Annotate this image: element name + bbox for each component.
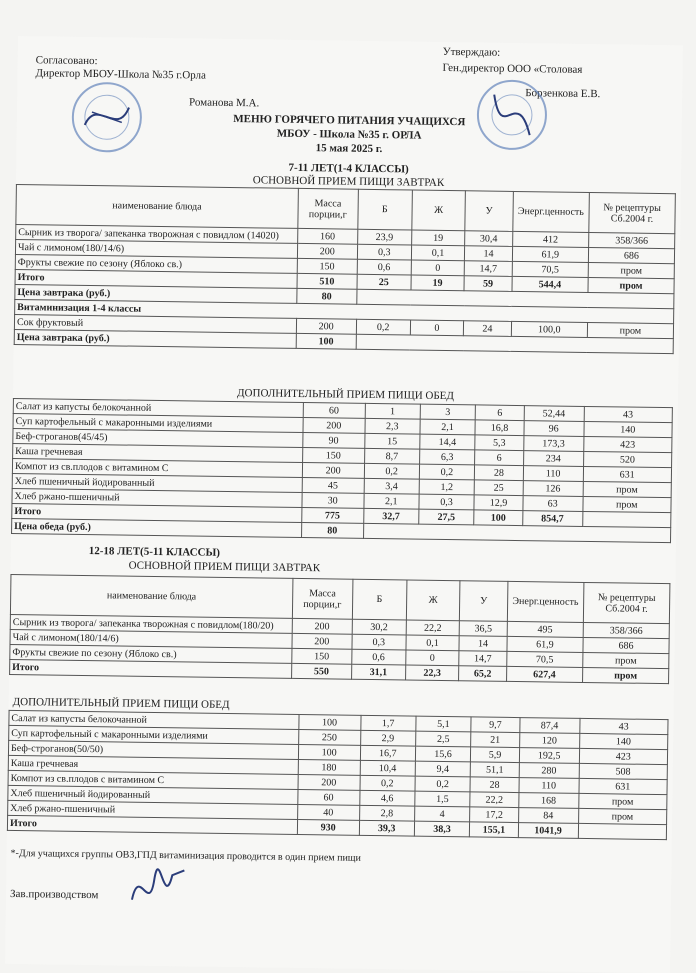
production-label: Зав.производством [9,887,99,902]
dish-protein: 25 [357,274,411,290]
dish-mass: 30 [302,493,364,509]
dish-fat: 0,1 [406,635,460,651]
dish-carbs: 14 [465,246,513,262]
dish-carbs: 100 [474,510,523,526]
dish-mass: 40 [297,804,359,820]
dish-protein: 32,7 [363,508,418,524]
approved-person: Ген.директор ООО «Столовая [442,61,583,76]
dish-fat: 4 [414,806,469,822]
dish-energy: 61,9 [507,636,584,652]
dish-recipe [582,511,671,527]
dish-name: Компот из св.плодов с витамином С [8,770,298,789]
dish-name: Компот из св.плодов с витамином С [12,458,302,477]
dish-mass: 200 [298,774,360,790]
dish-carbs: 5,9 [471,747,520,763]
dish-energy: 126 [523,481,583,497]
dish-carbs: 14 [459,636,507,652]
dish-fat: 9,4 [415,761,470,777]
dish-recipe: пром [578,808,667,824]
dish-fat: 19 [411,275,465,291]
dish-name: Хлеб пшеничный йодированный [8,785,298,804]
dish-name: Чай с лимоном(180/14/6) [10,629,292,648]
dish-carbs: 21 [471,732,520,748]
dish-energy: 70,5 [506,651,583,667]
col-name: наименование блюда [10,574,292,618]
dish-energy: 627,4 [506,666,583,682]
dish-energy: 854,7 [523,511,583,527]
dish-energy: 412 [512,231,589,247]
dish-recipe: 686 [588,247,674,263]
col-energy: Энерг.ценность [512,191,589,232]
dish-name: Беф-строганов(50/50) [8,740,298,759]
dish-fat: 1,2 [419,479,474,495]
dish-recipe: 43 [584,406,673,422]
dish-mass: 200 [292,633,352,649]
dish-energy: 100,0 [511,321,588,337]
col-b: Б [352,579,406,620]
dish-mass: 150 [297,258,357,274]
dish-recipe: пром [588,277,674,293]
dish-carbs: 28 [475,465,524,481]
dish-energy: 87,4 [520,718,580,734]
dish-protein: 0,6 [357,259,411,275]
price-empty [363,523,671,542]
col-zh: Ж [406,580,460,621]
dish-protein: 0,3 [357,244,411,260]
dish-mass: 150 [302,448,364,464]
group2-lunch-table [7,710,669,840]
agreed-person: Директор МБОУ-Школа №35 г.Орла [35,67,207,82]
dish-protein: 0,2 [360,775,415,791]
dish-name: Фрукты свежие по сезону (Яблоко св.) [15,254,297,273]
dish-mass: 200 [292,618,352,634]
dish-mass: 150 [291,648,351,664]
dish-name: Салат из капусты белокочанной [13,398,303,417]
dish-protein: 23,9 [357,229,411,245]
dish-protein: 2,1 [364,493,419,509]
dish-carbs: 16,8 [475,420,524,436]
dish-carbs: 12,9 [474,495,523,511]
dish-carbs: 14,7 [459,651,507,667]
dish-mass: 250 [298,729,360,745]
group2-breakfast-title: ОСНОВНОЙ ПРИЕМ ПИЩИ ЗАВТРАК [128,559,321,575]
dish-protein: 15 [364,433,419,449]
col-name: наименование блюда [16,184,298,228]
dish-carbs: 9,7 [471,717,520,733]
dish-energy: 168 [519,793,579,809]
dish-protein: 3,4 [364,478,419,494]
dish-fat: 2,1 [420,419,475,435]
dish-recipe: 423 [583,436,672,452]
dish-mass: 160 [297,228,357,244]
dish-fat: 14,4 [420,434,475,450]
dish-fat: 2,5 [415,731,470,747]
dish-fat: 0 [411,260,465,276]
dish-protein: 39,3 [359,820,414,836]
dish-mass: 930 [297,819,359,835]
dish-protein: 0,6 [352,649,406,665]
dish-fat: 0 [405,650,459,666]
dish-carbs: 17,2 [470,807,519,823]
menu-title: МЕНЮ ГОРЯЧЕГО ПИТАНИЯ УЧАЩИХСЯ [233,113,466,129]
dish-mass: 60 [303,403,365,419]
group1-lunch-table [11,398,673,543]
dish-protein: 31,1 [351,664,405,680]
dish-name: Хлеб ржано-пшеничный [12,488,302,507]
dish-energy: 52,44 [524,406,584,422]
col-recipe: № рецептуры Сб.2004 г. [583,582,670,623]
dish-mass: 100 [298,744,360,760]
dish-recipe: 140 [579,733,668,749]
dish-carbs: 65,2 [459,666,507,682]
dish-protein: 0,3 [352,634,406,650]
dish-name: Итого [7,815,297,834]
dish-fat: 0 [410,320,464,336]
dish-name: Хлеб ржано-пшеничный [8,800,298,819]
dish-fat: 22,2 [406,620,460,636]
dish-recipe: 43 [579,718,668,734]
dish-energy: 61,9 [512,246,589,262]
vitamin-title: Витаминизация 1-4 классы [15,299,674,323]
footnote: *-Для учащихся группы ОВЗ,ГПД витаминизация проводится в один прием пищи [10,847,361,864]
dish-carbs: 6 [475,450,524,466]
dish-recipe: 631 [583,466,672,482]
dish-carbs: 14,7 [465,261,513,277]
dish-carbs: 5,3 [475,435,524,451]
dish-protein: 10,4 [360,760,415,776]
dish-protein: 4,6 [359,790,414,806]
dish-fat: 0,2 [419,464,474,480]
dish-protein: 0,2 [356,319,410,335]
dish-carbs: 22,2 [470,792,519,808]
dish-mass: 200 [303,418,365,434]
dish-mass: 45 [302,478,364,494]
col-zh: Ж [411,190,465,231]
dish-protein: 2,3 [365,418,420,434]
dish-recipe [578,823,667,839]
dish-mass: 200 [296,318,356,334]
price-empty [356,334,673,353]
dish-name: Каша гречневая [13,443,303,462]
approved-block [442,44,582,78]
dish-carbs: 25 [474,480,523,496]
dish-protein: 8,7 [364,448,419,464]
group2-breakfast-table [9,574,670,684]
dish-mass: 775 [301,508,363,524]
price-value: 100 [296,333,356,349]
signature-icon [124,860,195,921]
dish-energy: 110 [523,466,583,482]
dish-recipe: 358/366 [583,622,669,638]
dish-protein: 1,7 [360,715,415,731]
dish-mass: 550 [291,663,351,679]
price-value: 80 [301,523,363,539]
dish-carbs: 59 [464,276,512,292]
dish-recipe: 508 [579,763,668,779]
dish-fat: 5,1 [416,716,471,732]
dish-recipe: 423 [579,748,668,764]
price-value: 80 [296,288,356,304]
dish-carbs: 30,4 [465,231,513,247]
col-energy: Энерг.ценность [507,581,584,622]
dish-fat: 15,6 [415,746,470,762]
dish-mass: 200 [302,463,364,479]
dish-recipe: пром [583,481,672,497]
agreed-name: Романова М.А. [189,96,260,110]
dish-energy: 120 [519,733,579,749]
group1-title: 7-11 ЛЕТ(1-4 КЛАССЫ) [288,161,409,176]
col-u: У [465,191,513,232]
dish-carbs: 28 [470,777,519,793]
dish-energy: 173,3 [524,436,584,452]
dish-fat: 0,1 [411,245,465,261]
col-mass: Масса порции,г [292,578,353,619]
dish-fat: 19 [411,230,465,246]
dish-recipe: 140 [583,421,672,437]
group1-breakfast-table [14,184,676,354]
group2-lunch-title: ДОПОЛНИТЕЛЬНЫЙ ПРИЕМ ПИЩИ ОБЕД [12,695,230,712]
dish-mass: 60 [297,789,359,805]
dish-name: Хлеб пшеничный йодированный [12,473,302,492]
dish-name: Чай с лимоном(180/14/6) [15,239,297,258]
dish-mass: 100 [299,714,361,730]
dish-protein: 2,8 [359,805,414,821]
menu-date: 15 мая 2025 г. [315,142,383,156]
dish-recipe: пром [583,652,669,668]
approved-name: Борзенкова Е.В. [525,87,601,101]
dish-name: Сырник из творога/ запеканка творожная с повидлом(180/20) [10,614,292,633]
dish-name: Суп картофельный с макаронными изделиями [9,725,299,744]
dish-protein: 2,9 [360,730,415,746]
dish-energy: 544,4 [512,276,589,292]
dish-name: Итого [12,503,302,522]
dish-carbs: 36,5 [460,621,508,637]
dish-fat: 22,3 [405,665,459,681]
dish-mass: 180 [298,759,360,775]
price-label: Цена завтрака (руб.) [15,284,297,303]
dish-carbs: 51,1 [470,762,519,778]
agreed-label: Согласовано: [35,54,98,68]
dish-name: Суп картофельный с макаронными изделиями [13,413,303,432]
dish-fat: 38,3 [414,821,469,837]
dish-name: Сырник из творога/ запеканка творожная с повидлом (14020) [16,224,298,243]
dish-recipe: пром [582,667,668,683]
dish-fat: 0,2 [415,776,470,792]
dish-name: Сок фруктовый [14,314,296,333]
col-b: Б [358,189,412,230]
approved-label: Утверждаю: [442,45,501,59]
dish-fat: 6,3 [419,449,474,465]
dish-name: Салат из капусты белокочанной [9,710,299,729]
dish-fat: 1,5 [415,791,470,807]
dish-recipe: 631 [578,778,667,794]
dish-recipe: 686 [583,637,669,653]
dish-name: Итого [10,659,292,678]
dish-fat: 0,3 [419,494,474,510]
dish-energy: 63 [523,496,583,512]
group2-title: 12-18 ЛЕТ(5-11 КЛАССЫ) [88,545,221,559]
dish-recipe: пром [587,322,673,338]
dish-energy: 1041,9 [518,823,578,839]
dish-fat: 3 [420,404,475,420]
dish-name: Итого [15,269,297,288]
dish-carbs: 6 [475,405,524,421]
dish-energy: 495 [507,621,584,637]
dish-carbs: 24 [464,321,512,337]
dish-fat: 27,5 [419,509,474,525]
dish-mass: 90 [302,433,364,449]
dish-energy: 280 [519,763,579,779]
dish-energy: 234 [523,451,583,467]
dish-energy: 192,5 [519,748,579,764]
dish-energy: 110 [519,778,579,794]
dish-recipe: 520 [583,451,672,467]
dish-protein: 1 [365,403,420,419]
dish-recipe: пром [582,496,671,512]
dish-recipe: 358/366 [589,232,675,248]
col-mass: Масса порции,г [297,188,358,229]
dish-carbs: 155,1 [470,822,519,838]
dish-recipe: пром [578,793,667,809]
dish-mass: 200 [297,243,357,259]
dish-name: Каша гречневая [8,755,298,774]
school-name: МБОУ - Школа №35 г. ОРЛА [276,127,422,142]
group1-lunch-title: ДОПОЛНИТЕЛЬНЫЙ ПРИЕМ ПИЩИ ОБЕД [237,387,455,403]
dish-name: Фрукты свежие по сезону (Яблоко св.) [10,644,292,663]
col-u: У [460,581,508,622]
dish-protein: 30,2 [352,619,406,635]
dish-energy: 96 [524,421,584,437]
dish-mass: 510 [297,273,357,289]
dish-protein: 0,2 [364,463,419,479]
menu-document [5,36,683,973]
dish-protein: 16,7 [360,745,415,761]
price-label: Цена завтрака (руб.) [14,329,296,348]
group1-breakfast-title: ОСНОВНОЙ ПРИЕМ ПИЩИ ЗАВТРАК [252,174,445,189]
dish-energy: 84 [518,808,578,824]
dish-recipe: пром [588,262,674,278]
price-label: Цена обеда (руб.) [12,518,302,537]
col-recipe: № рецептуры Сб.2004 г. [589,192,676,233]
dish-energy: 70,5 [512,261,589,277]
dish-name: Беф-строганов(45/45) [13,428,303,447]
